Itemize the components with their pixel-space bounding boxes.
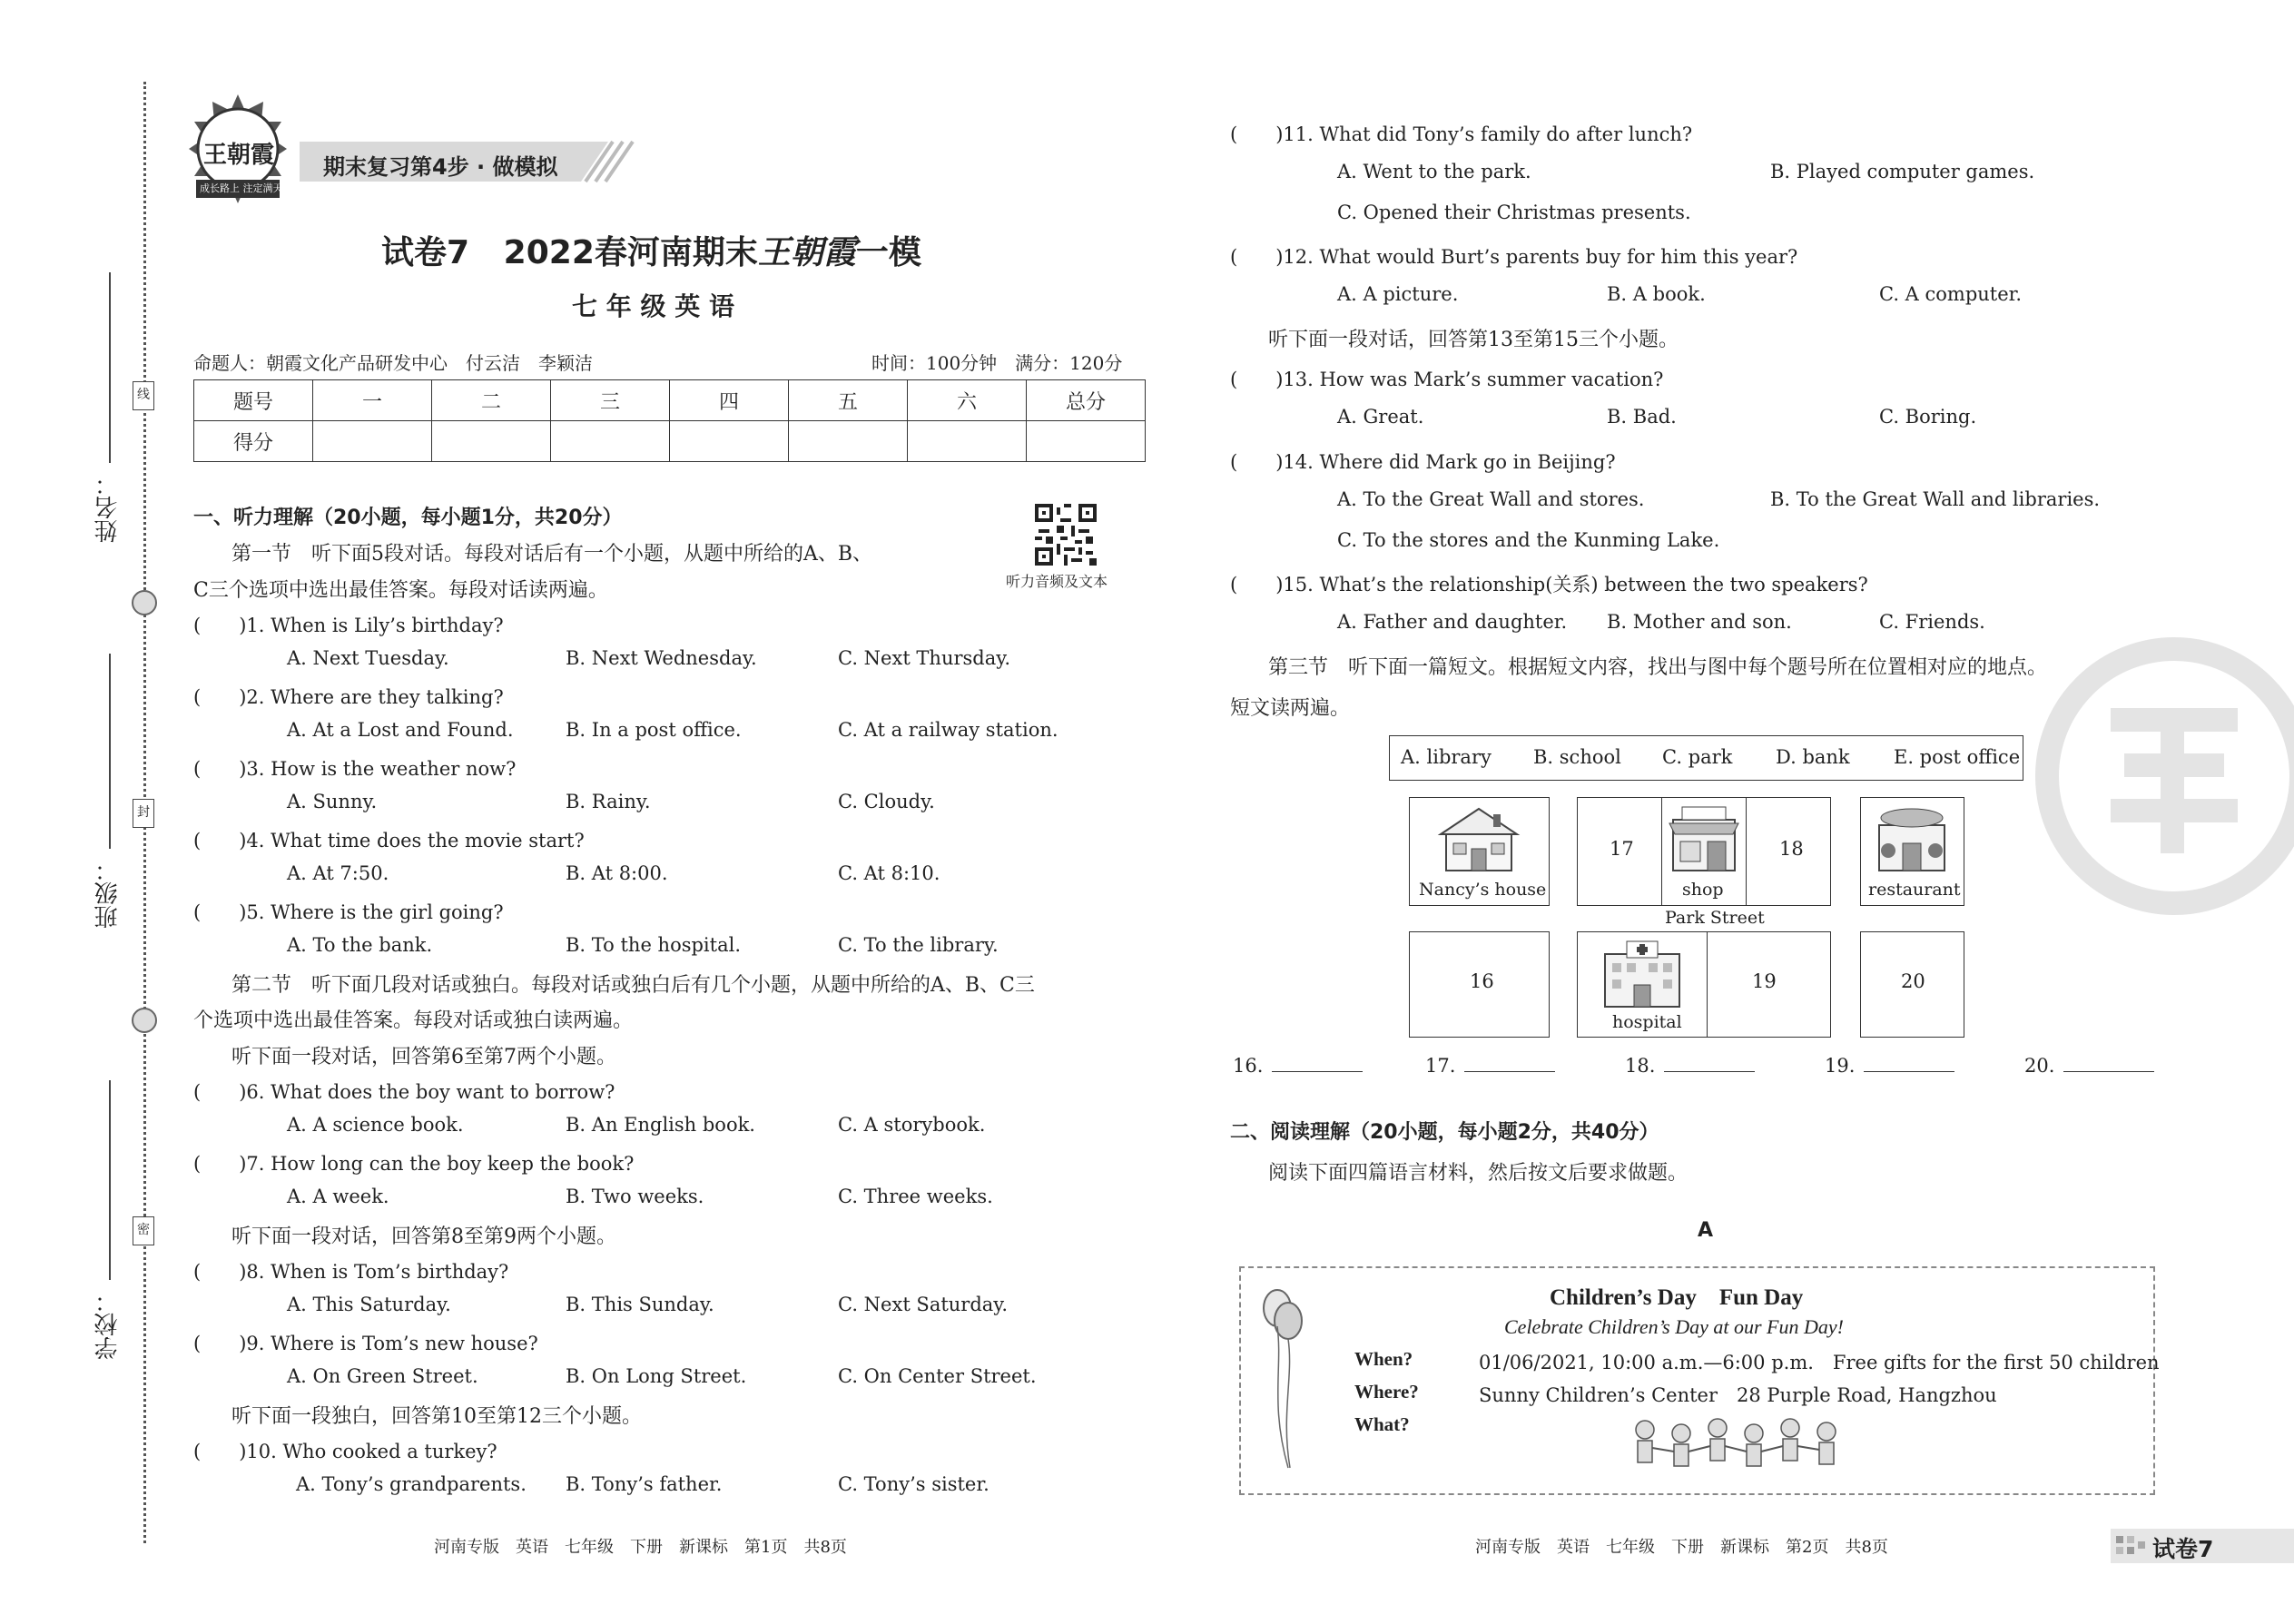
score-input-cell[interactable] (908, 421, 1027, 462)
blank-label: 18. (1625, 1055, 1656, 1077)
answer-blank-16[interactable] (1233, 1055, 1363, 1077)
place-option: D. bank (1776, 746, 1850, 768)
authors: 命题人：朝霞文化产品研发中心 付云洁 李颖洁 (193, 352, 593, 374)
street-map (1409, 797, 1964, 1038)
instruction-8-9: 听下面一段对话，回答第8至第9两个小题。 (231, 1225, 616, 1248)
poster-when-value: 01/06/2021, 10:00 a.m.—6:00 p.m. Free gifts for the first 50 children (1479, 1352, 2160, 1373)
blank-label: 19. (1825, 1055, 1856, 1077)
score-cell: 得分 (194, 421, 313, 462)
answer-blank-18[interactable] (1625, 1055, 1755, 1077)
school-fill-line[interactable] (109, 1080, 111, 1280)
name-fill-line[interactable] (109, 272, 111, 463)
title-brand: 王朝霞 (757, 234, 856, 271)
q8-option-c[interactable]: C. Next Saturday. (838, 1294, 1009, 1315)
answer-blank-17[interactable] (1425, 1055, 1555, 1077)
map-cell-16 (1409, 931, 1550, 1038)
answer-blank-20[interactable] (2024, 1055, 2154, 1077)
score-cell: 二 (432, 380, 551, 421)
class-fill-line[interactable] (109, 654, 111, 849)
q2-option-c[interactable]: C. At a railway station. (838, 719, 1058, 741)
q5-option-c[interactable]: C. To the library. (838, 934, 999, 956)
instruction-10-12: 听下面一段独白，回答第10至第12三个小题。 (231, 1405, 642, 1428)
part3-line1: 第三节 听下面一篇短文。根据短文内容，找出与图中每个题号所在位置相对应的地点。 (1268, 656, 2048, 679)
restaurant-label: restaurant (1868, 880, 1961, 900)
map-cell-shop-row (1577, 797, 1831, 906)
q12-option-c[interactable]: C. A computer. (1879, 283, 2023, 305)
title-main: 2022春河南期末 (503, 234, 758, 271)
blank-label: 17. (1425, 1055, 1456, 1077)
qr-code-icon[interactable] (1035, 504, 1097, 566)
q14-option-a[interactable]: A. To the Great Wall and stores. (1337, 488, 1645, 510)
q11-option-c[interactable]: C. Opened their Christmas presents. (1337, 202, 1691, 223)
binding-hole-2 (132, 1008, 157, 1033)
map-cell-nancys-house (1409, 797, 1550, 906)
place-option: C. park (1662, 746, 1733, 768)
poster-subtitle: Celebrate Children’s Day at our Fun Day! (1504, 1315, 1844, 1338)
q12-option-a[interactable]: A. A picture. (1337, 283, 1459, 305)
blank-label: 16. (1233, 1055, 1264, 1077)
section1-title: 一、听力理解（20小题，每小题1分，共20分） (193, 507, 623, 529)
map-cell-restaurant (1860, 797, 1964, 906)
score-table (193, 379, 1146, 462)
score-cell: 三 (551, 380, 670, 421)
map-number-16: 16 (1470, 970, 1494, 992)
map-cell-20 (1860, 931, 1964, 1038)
instruction-6-7: 听下面一段对话，回答第6至第7两个小题。 (231, 1046, 616, 1068)
binding-mark-mi: 密 (133, 1216, 154, 1245)
fun-day-poster (1239, 1266, 2160, 1495)
balloon-icon (1261, 1286, 1306, 1477)
hospital-icon (1600, 938, 1685, 1009)
score-input-cell[interactable] (313, 421, 432, 462)
q1-option-a[interactable]: A. Next Tuesday. (287, 647, 449, 669)
restaurant-icon (1870, 803, 1954, 874)
map-number-20: 20 (1901, 970, 1925, 992)
page-title (381, 227, 921, 273)
q3-option-a[interactable]: A. Sunny. (287, 791, 378, 812)
binding-mark-xian: 线 (133, 381, 154, 410)
question-5: ( )5. Where is the girl going? (193, 901, 504, 923)
place-option: B. school (1533, 746, 1621, 768)
q3-option-b[interactable]: B. Rainy. (566, 791, 651, 812)
part2-line2: 个选项中选出最佳答案。每段对话或独白读两遍。 (193, 1009, 634, 1032)
class-label: 班级： (94, 858, 122, 929)
section2-title: 二、阅读理解（20小题，每小题2分，共40分） (1230, 1121, 1659, 1144)
question-7: ( )7. How long can the boy keep the book? (193, 1153, 635, 1175)
score-input-cell[interactable] (1027, 421, 1146, 462)
section2-instruction: 阅读下面四篇语言材料，然后按文后要求做题。 (1268, 1162, 1689, 1185)
score-input-cell[interactable] (551, 421, 670, 462)
q15-option-a[interactable]: A. Father and daughter. (1337, 611, 1568, 633)
q9-option-c[interactable]: C. On Center Street. (838, 1365, 1037, 1387)
part3-line2: 短文读两遍。 (1230, 697, 1351, 720)
q13-option-a[interactable]: A. Great. (1337, 406, 1424, 428)
question-6: ( )6. What does the boy want to borrow? (193, 1081, 615, 1103)
subtitle: 七 年 级 英 语 (572, 291, 734, 321)
q4-option-b[interactable]: B. At 8:00. (566, 862, 668, 884)
map-cell-shop (1661, 798, 1747, 905)
q7-option-b[interactable]: B. Two weeks. (566, 1186, 704, 1207)
q2-option-a[interactable]: A. At a Lost and Found. (287, 719, 514, 741)
house-icon (1435, 803, 1522, 874)
map-number-18: 18 (1779, 838, 1804, 860)
q6-option-c[interactable]: C. A storybook. (838, 1114, 986, 1136)
map-number-17: 17 (1610, 838, 1634, 860)
binding-hole-1 (132, 590, 157, 615)
q13-option-b[interactable]: B. Bad. (1607, 406, 1677, 428)
q5-option-a[interactable]: A. To the bank. (287, 934, 433, 956)
park-street-label: Park Street (1665, 908, 1765, 928)
q4-option-a[interactable]: A. At 7:50. (287, 862, 389, 884)
q7-option-c[interactable]: C. Three weeks. (838, 1186, 993, 1207)
q2-option-b[interactable]: B. In a post office. (566, 719, 742, 741)
score-cell: 五 (789, 380, 908, 421)
dots-icon (2116, 1536, 2152, 1556)
banner-text: 期末复习第4步 · 做模拟 (323, 154, 558, 180)
part1-line1: 第一节 听下面5段对话。每段对话后有一个小题，从题中所给的A、B、 (231, 543, 873, 566)
children-holding-hands-icon (1627, 1413, 1854, 1477)
q11-option-a[interactable]: A. Went to the park. (1337, 161, 1531, 182)
question-12: ( )12. What would Burt’s parents buy for him this year? (1230, 246, 1798, 268)
q6-option-b[interactable]: B. An English book. (566, 1114, 755, 1136)
score-cell: 四 (670, 380, 789, 421)
q8-option-b[interactable]: B. This Sunday. (566, 1294, 714, 1315)
q6-option-a[interactable]: A. A science book. (287, 1114, 464, 1136)
map-cell-hospital-row (1577, 931, 1831, 1038)
q8-option-a[interactable]: A. This Saturday. (287, 1294, 451, 1315)
q14-option-b[interactable]: B. To the Great Wall and libraries. (1770, 488, 2101, 510)
score-cell: 六 (908, 380, 1027, 421)
q13-option-c[interactable]: C. Boring. (1879, 406, 1977, 428)
place-options-box (1389, 735, 2023, 781)
title-suffix: 一模 (855, 234, 921, 271)
poster-title: Children’s Day Fun Day (1550, 1285, 1804, 1310)
score-input-cell[interactable] (670, 421, 789, 462)
score-table-value-row (194, 421, 1146, 462)
q9-option-b[interactable]: B. On Long Street. (566, 1365, 747, 1387)
shop-label: shop (1682, 880, 1724, 900)
footer-left: 河南专版 英语 七年级 下册 新课标 第1页 共8页 (434, 1538, 847, 1557)
footer-tag (2111, 1529, 2294, 1563)
score-cell: 一 (313, 380, 432, 421)
poster-where-label: Where? (1354, 1381, 1419, 1403)
title-prefix: 试卷7 (381, 234, 470, 271)
score-table-header-row (194, 380, 1146, 421)
instruction-13-15: 听下面一段对话，回答第13至第15三个小题。 (1268, 329, 1679, 351)
question-3: ( )3. How is the weather now? (193, 758, 517, 780)
q10-option-c[interactable]: C. Tony’s sister. (838, 1473, 989, 1495)
question-13: ( )13. How was Mark’s summer vacation? (1230, 369, 1664, 390)
hospital-label: hospital (1612, 1012, 1682, 1032)
question-4: ( )4. What time does the movie start? (193, 830, 585, 851)
qr-caption: 听力音频及文本 (1006, 573, 1108, 590)
q1-option-b[interactable]: B. Next Wednesday. (566, 647, 757, 669)
answer-blank-19[interactable] (1825, 1055, 1954, 1077)
part1-line2: C三个选项中选出最佳答案。每段对话读两遍。 (193, 579, 608, 602)
score-input-cell[interactable] (432, 421, 551, 462)
q14-option-c[interactable]: C. To the stores and the Kunming Lake. (1337, 529, 1720, 551)
passage-label: A (1698, 1219, 1714, 1242)
question-1: ( )1. When is Lily’s birthday? (193, 615, 504, 636)
q3-option-c[interactable]: C. Cloudy. (838, 791, 935, 812)
q12-option-b[interactable]: B. A book. (1607, 283, 1706, 305)
brand-slogan: 成长路上 注定满天 (200, 182, 283, 194)
q5-option-b[interactable]: B. To the hospital. (566, 934, 741, 956)
footer-right: 河南专版 英语 七年级 下册 新课标 第2页 共8页 (1475, 1538, 1888, 1557)
banner (300, 138, 635, 185)
q15-option-b[interactable]: B. Mother and son. (1607, 611, 1792, 633)
question-14: ( )14. Where did Mark go in Beijing? (1230, 451, 1616, 473)
map-number-19: 19 (1752, 970, 1777, 992)
footer-tag-text: 试卷7 (2152, 1536, 2214, 1562)
q10-option-b[interactable]: B. Tony’s father. (566, 1473, 723, 1495)
blank-label: 20. (2024, 1055, 2055, 1077)
poster-where-value: Sunny Children’s Center 28 Purple Road, Hangzhou (1479, 1384, 1997, 1406)
question-10: ( )10. Who cooked a turkey? (193, 1441, 497, 1462)
poster-what-label: What? (1354, 1413, 1410, 1435)
part2-line1: 第二节 听下面几段对话或独白。每段对话或独白后有几个小题，从题中所给的A、B、C三 (231, 974, 1035, 997)
time-score: 时间：100分钟 满分：120分 (871, 352, 1123, 374)
score-cell: 总分 (1027, 380, 1146, 421)
q7-option-a[interactable]: A. A week. (287, 1186, 389, 1207)
nancys-house-label: Nancy’s house (1419, 880, 1547, 900)
question-2: ( )2. Where are they talking? (193, 686, 504, 708)
q4-option-c[interactable]: C. At 8:10. (838, 862, 940, 884)
q1-option-c[interactable]: C. Next Thursday. (838, 647, 1011, 669)
brand-logo-text: 王朝霞 (203, 142, 275, 169)
poster-when-label: When? (1354, 1348, 1413, 1370)
question-9: ( )9. Where is Tom’s new house? (193, 1333, 538, 1354)
brand-logo (180, 91, 296, 207)
binding-mark-feng: 封 (133, 799, 154, 828)
q9-option-a[interactable]: A. On Green Street. (287, 1365, 478, 1387)
question-8: ( )8. When is Tom’s birthday? (193, 1261, 509, 1283)
school-label: 学校： (94, 1289, 122, 1360)
q10-option-a[interactable]: A. Tony’s grandparents. (296, 1473, 527, 1495)
map-cell-hospital (1578, 932, 1708, 1037)
name-label: 姓名： (94, 472, 122, 543)
question-15: ( )15. What’s the relationship(关系) between the two speakers? (1230, 574, 1868, 595)
q11-option-b[interactable]: B. Played computer games. (1770, 161, 2035, 182)
place-option: E. post office (1894, 746, 2021, 768)
score-cell: 题号 (194, 380, 313, 421)
q15-option-c[interactable]: C. Friends. (1879, 611, 1985, 633)
question-11: ( )11. What did Tony’s family do after lunch? (1230, 123, 1693, 145)
score-input-cell[interactable] (789, 421, 908, 462)
shop-icon (1666, 803, 1742, 874)
place-option: A. library (1401, 746, 1492, 768)
secret-seal-watermark (2024, 626, 2294, 926)
